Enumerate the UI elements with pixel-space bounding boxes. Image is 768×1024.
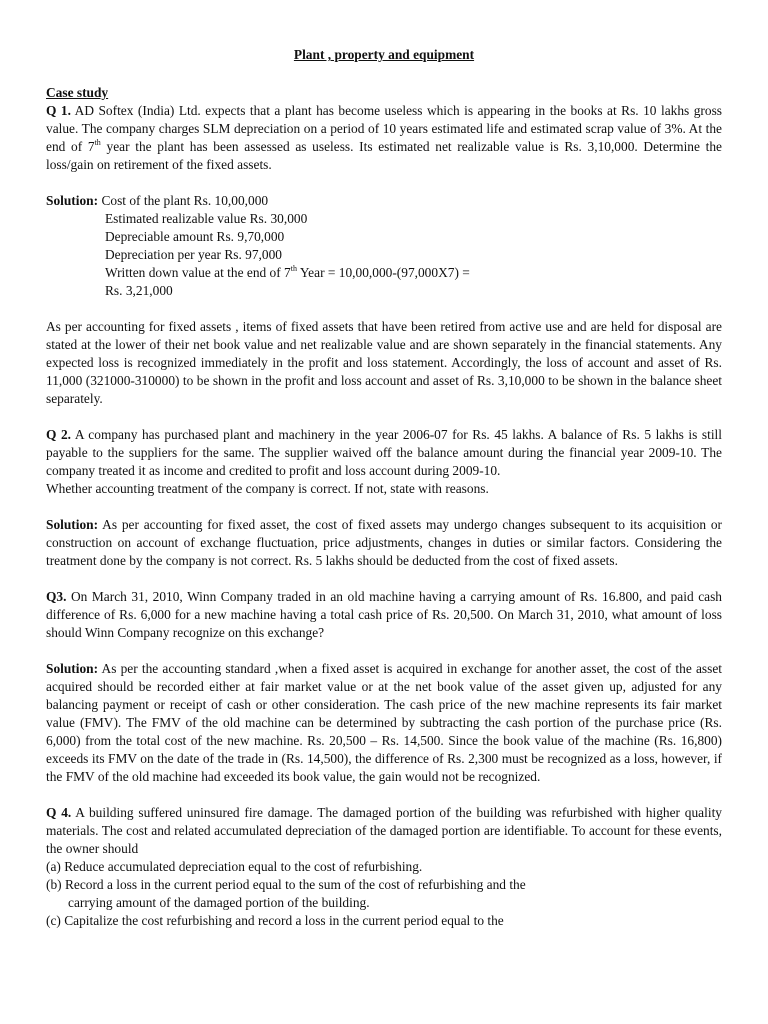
option-c: (c) Capitalize the cost refurbishing and record a loss in the current period equal to the [46,913,504,928]
solution-1-text: Cost of the plant Rs. 10,00,000 [98,193,269,208]
question-1 [46,102,722,174]
wdv-text: Written down value at the end of 7 [105,265,291,280]
wdv-formula: Year = 10,00,000-(97,000X7) = [297,265,470,280]
question-4-text: A building suffered uninsured fire damage. The damaged portion of the building was refurbished with higher quality materials. The cost and related accumulated depreciation of the damaged portion are identifiable. To account for these events, the owner should [46,805,722,856]
solution-2-label: Solution: [46,517,99,532]
superscript: th [290,264,297,273]
question-2-text: A company has purchased plant and machinery in the year 2006-07 for Rs. 45 lakhs. A balance of Rs. 5 lakhs is still payable to the suppliers for the same. The supplier waived off the balance amount during the financial year 2009-10. The company treated it as income and credited to profit and loss account during 2009-10. [46,427,722,478]
question-1-text: AD Softex (India) Ltd. expects that a plant has become useless which is appearing in the books at Rs. 10 lakhs gross value. The company charges SLM depreciation on a period of 10 years estimated life and estimated scrap value of 3%. At the end of 7 [46,103,722,154]
solution-1-label: Solution: [46,193,99,208]
question-2-label: Q 2. [46,427,72,442]
question-3-label: Q3. [46,589,67,604]
solution-3-label: Solution: [46,661,99,676]
solution-1-line-1 [46,192,722,210]
solution-3 [46,660,722,786]
question-3 [46,588,722,642]
question-3-text: On March 31, 2010, Winn Company traded in an old machine having a carrying amount of Rs. 16.800, and paid cash difference of Rs. 6,000 for a new machine having a total cash price of Rs. 20,500. On March 31, 2010, what amount of loss should Winn Company recognize on this exchange? [46,589,722,640]
solution-3-text: As per the accounting standard ,when a fixed asset is acquired in exchange for another asset, the cost of the asset acquired should be recorded either at fair market value or at the net book value of the asset given up, adjusted for any balancing payment or receipt of cash or other consideration. The cash price of the new machine represents its fair market value (FMV). The FMV of the old machine can be determined by subtracting the cash portion of the purchase price (Rs. 6,000) from the total cost of the new machine. Rs. 20,500 – Rs. 14,500. Since the book value of the machine (Rs. 16,800) exceeds its FMV on the date of the trade in (Rs. 14,500), the difference of Rs. 2,300 must be recognized as a loss, however, if the FMV of the old machine had exceeded its book value, the gain would not be recognized. [46,661,722,784]
solution-2-text: As per accounting for fixed asset, the cost of fixed assets may undergo changes subsequent to its acquisition or construction on account of exchange fluctuation, price adjustments, changes in duties or similar factors. Considering the treatment done by the company is not correct. Rs. 5 lakhs should be deducted from the cost of fixed assets. [46,517,722,568]
question-1-text-cont: year the plant has been assessed as useless. Its estimated net realizable value is Rs. 3,10,000. Determine the loss/gain on retirement of the fixed assets. [46,139,722,172]
solution-1-paragraph: As per accounting for fixed assets , items of fixed assets that have been retired from active use and are held for disposal are stated at the lower of their net book value and net realizable value and are shown separately in the financial statements. Any expected loss is recognized immediately in the profit and loss statement. Accordingly, the loss of account and asset of Rs. 11,000 (321000-310000) to be shown in the profit and loss account and asset of Rs. 3,10,000 to be shown in the balance sheet separately. [46,319,722,406]
option-a: (a) Reduce accumulated depreciation equal to the cost of refurbishing. [46,859,423,874]
document-title: Plant , property and equipment [293,47,475,62]
solution-1-line-3: Depreciable amount Rs. 9,70,000 [105,229,285,244]
solution-1-line-6: Rs. 3,21,000 [105,283,173,298]
question-1-label: Q 1. [46,103,71,118]
solution-2 [46,516,722,570]
case-study-heading: Case study [46,85,109,100]
solution-1-line-2: Estimated realizable value Rs. 30,000 [105,211,308,226]
solution-1-line-4: Depreciation per year Rs. 97,000 [105,247,282,262]
question-2 [46,426,722,480]
superscript: th [94,138,101,147]
option-b: (b) Record a loss in the current period equal to the sum of the cost of refurbishing and the [46,877,526,892]
option-b-continued: carrying amount of the damaged portion of the building. [68,895,370,910]
solution-1-line-5 [46,264,722,282]
question-4-label: Q 4. [46,805,72,820]
question-2-prompt: Whether accounting treatment of the company is correct. If not, state with reasons. [46,481,489,496]
question-4 [46,804,722,858]
